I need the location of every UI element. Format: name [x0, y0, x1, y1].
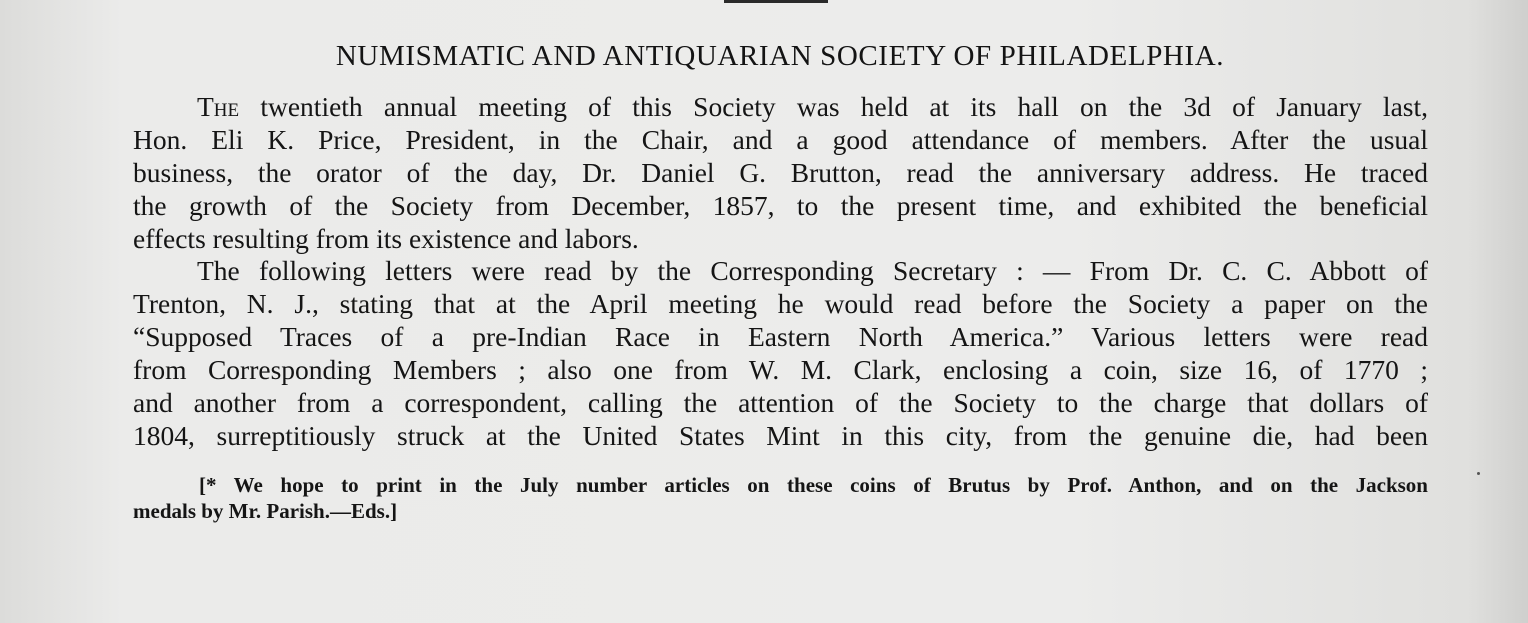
- footnote-line: medals by Mr. Parish.—Eds.]: [133, 499, 398, 523]
- paragraph-line: the growth of the Society from December, 1857, to the present time, and exhibited the beneficial: [133, 190, 1428, 221]
- paragraph-line: The following letters were read by the Corresponding Secretary : — From Dr. C. C. Abbott of: [197, 255, 1428, 286]
- page-title: NUMISMATIC AND ANTIQUARIAN SOCIETY OF PHILADELPHIA.: [335, 40, 1225, 72]
- paragraph-line-text: twentieth annual meeting of this Society was held at its hall on the 3d of January last,: [260, 91, 1428, 122]
- paragraph-line: Hon. Eli K. Price, President, in the Chair, and a good attendance of members. After the usual: [133, 124, 1428, 155]
- paragraph-line: business, the orator of the day, Dr. Daniel G. Brutton, read the anniversary address. He traced: [133, 157, 1428, 188]
- print-speck: [1477, 472, 1480, 475]
- paragraph-line: 1804, surreptitiously struck at the United States Mint in this city, from the genuine die, had been: [133, 420, 1428, 451]
- paragraph-line: effects resulting from its existence and labors.: [133, 223, 639, 254]
- paragraph-annual-meeting: [133, 90, 1428, 255]
- paragraph-letters: [133, 254, 1428, 452]
- paragraph-line: [133, 90, 1428, 123]
- paragraph-line: and another from a correspondent, calling the attention of the Society to the charge that dollars of: [133, 387, 1428, 418]
- paragraph-line: “Supposed Traces of a pre-Indian Race in Eastern North America.” Various letters were read: [133, 321, 1428, 352]
- paragraph-line: Trenton, N. J., stating that at the April meeting he would read before the Society a paper on the: [133, 288, 1428, 319]
- footnote: [133, 472, 1428, 524]
- paragraph-line: from Corresponding Members ; also one from W. M. Clark, enclosing a coin, size 16, of 1770 ;: [133, 354, 1428, 385]
- top-rule: [724, 0, 828, 3]
- lead-word: The: [197, 91, 240, 122]
- footnote-line: [* We hope to print in the July number articles on these coins of Brutus by Prof. Anthon, and on the Jackson: [199, 473, 1428, 497]
